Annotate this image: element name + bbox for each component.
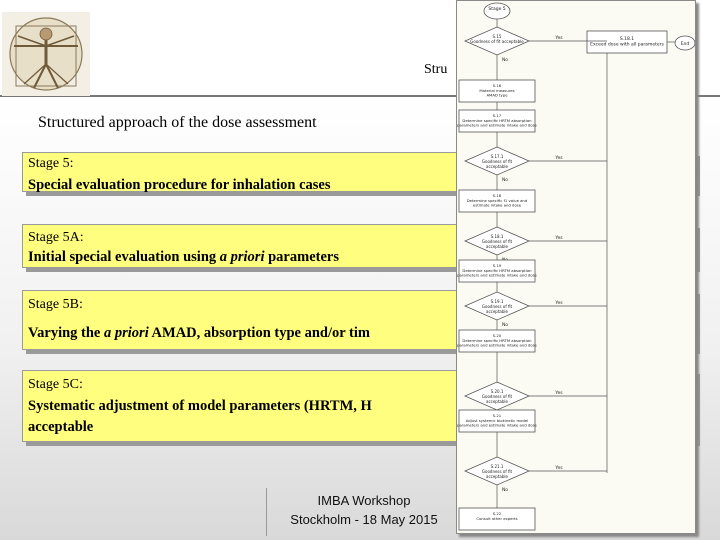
flow-yes-label: Yes bbox=[555, 391, 563, 396]
stage-description: Varying the a priori AMAD, absorption type and/or tim bbox=[28, 325, 370, 341]
vitruvian-logo bbox=[2, 12, 90, 96]
flow-process-label: S.17 Determine specific HRTM absorption parameters and estimate intake and dose bbox=[457, 113, 537, 128]
flow-final-box-label: S.18.1 Exceed dose with all parameters bbox=[590, 37, 664, 48]
stage-description-cont: acceptable bbox=[28, 419, 94, 435]
flow-decision-label: S.15 Goodness of fit acceptable bbox=[470, 34, 524, 44]
flow-process-label: S.19 Determine specific HRTM absorption parameters and estimate intake and dose bbox=[457, 263, 537, 278]
flow-no-label: No bbox=[501, 178, 509, 183]
footer-location-date: Stockholm - 18 May 2015 bbox=[290, 512, 438, 527]
flow-end-label: End bbox=[680, 42, 690, 47]
flow-process-label: S.20 Determine specific HRTM absorption parameters and estimate intake and dose bbox=[457, 333, 537, 348]
flow-decision-label: S.19.1 Goodness of fit acceptable bbox=[481, 299, 513, 314]
flow-yes-label: Yes bbox=[555, 301, 563, 306]
stage-label: Stage 5A: bbox=[28, 230, 84, 245]
title-fragment-left: Stru bbox=[424, 62, 448, 77]
flow-yes-label: Yes bbox=[555, 36, 563, 41]
stage-label: Stage 5: bbox=[28, 156, 74, 171]
flow-decision-label: S.20.1 Goodness of fit acceptable bbox=[481, 389, 513, 404]
stage-description: Initial special evaluation using a priori parameters bbox=[28, 249, 339, 265]
flow-process-label: S.16 Material measures AMAD type bbox=[479, 83, 515, 98]
stage-description: Special evaluation procedure for inhalation cases bbox=[28, 177, 331, 193]
footer-workshop: IMBA Workshop bbox=[317, 493, 411, 508]
flow-process-label: S.22 Consult other experts bbox=[476, 511, 518, 521]
flow-process-label: S.21 Adjust systemic biokinetic model parameters and estimate intake and dose bbox=[457, 413, 537, 428]
flow-decision-label: S.17.1 Goodness of fit acceptable bbox=[481, 154, 513, 169]
flow-no-label: No bbox=[501, 323, 509, 328]
flowchart-panel bbox=[456, 0, 696, 534]
stage-label: Stage 5B: bbox=[28, 297, 83, 312]
flow-decision-label: S.18.1 Goodness of fit acceptable bbox=[481, 234, 513, 249]
flow-no-label: No bbox=[501, 58, 509, 63]
slide-subtitle: Structured approach of the dose assessment bbox=[38, 114, 317, 131]
stage-label: Stage 5C: bbox=[28, 377, 83, 392]
flow-process-label: S.18 Determine specific f1 value and estimate intake and dose bbox=[466, 193, 528, 208]
flow-yes-label: Yes bbox=[555, 466, 563, 471]
footer bbox=[266, 491, 462, 529]
flow-no-label: No bbox=[501, 488, 509, 493]
stage-description: Systematic adjustment of model parameters (HRTM, H bbox=[28, 398, 372, 414]
flow-decision-label: S.21.1 Goodness of fit acceptable bbox=[481, 464, 513, 479]
flow-yes-label: Yes bbox=[555, 236, 563, 241]
flow-start-label: Stage 5 bbox=[488, 7, 506, 12]
flowchart-svg bbox=[457, 1, 695, 533]
flow-yes-label: Yes bbox=[555, 156, 563, 161]
